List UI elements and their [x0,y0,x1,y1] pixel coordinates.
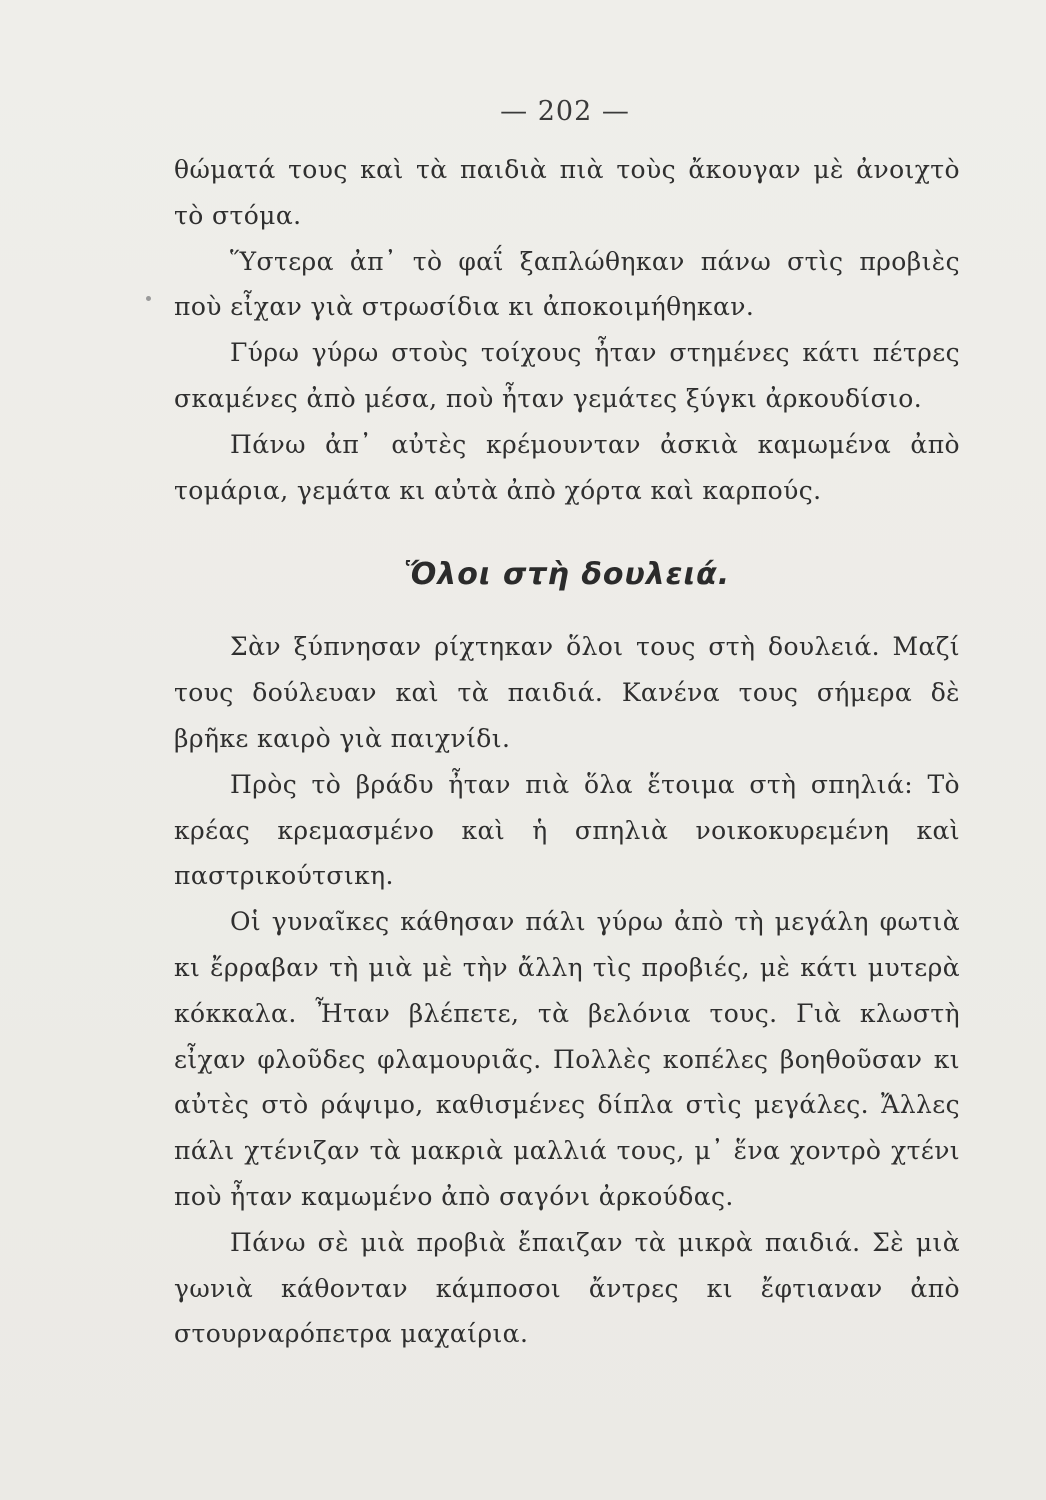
paragraph: Ὕστερα ἀπ᾽ τὸ φαΐ ξαπλώθηκαν πάνω στὶς προβιὲς ποὺ εἶχαν γιὰ στρωσίδια κι ἀποκοιμήθηκαν. [174,246,960,322]
margin-dot-mark [146,296,151,301]
page-number: — 202 — [500,96,630,127]
paragraph: Γύρω γύρω στοὺς τοίχους ἦταν στημένες κάτι πέτρες σκαμένες ἀπὸ μέσα, ποὺ ἦταν γεμάτες ξύγκι ἀρκουδίσιο. [174,338,960,413]
paragraph: Πάνω ἀπ᾽ αὐτὲς κρέμουνταν ἀσκιὰ καμωμένα ἀπὸ τομάρια, γεμάτα κι αὐτὰ ἀπὸ χόρτα καὶ καρπούς. [174,429,960,505]
paragraph: Πάνω σὲ μιὰ προβιὰ ἔπαιζαν τὰ μικρὰ παιδιά. Σὲ μιὰ γωνιὰ κάθονταν κάμποσοι ἄντρες κι ἔφτιαναν ἀπὸ στουρναρόπετρα μαχαίρια. [174,1227,960,1349]
paragraph: Σὰν ξύπνησαν ρίχτηκαν ὅλοι τους στὴ δουλειά. Μαζί τους δούλευαν καὶ τὰ παιδιά. Κανένα τους σήμερα δὲ βρῆκε καιρὸ γιὰ παιχνίδι. [174,632,960,753]
body-text [174,147,960,1357]
paragraph: Πρὸς τὸ βράδυ ἦταν πιὰ ὅλα ἕτοιμα στὴ σπηλιά: Τὸ κρέας κρεμασμένο καὶ ἡ σπηλιὰ νοικοκυρεμένη καὶ παστρικούτσικη. [174,769,960,891]
paragraph-continued: θώματά τους καὶ τὰ παιδιὰ πιὰ τοὺς ἄκουγαν μὲ ἀνοιχτὸ τὸ στόμα. [174,155,960,230]
paragraph: Οἱ γυναῖκες κάθησαν πάλι γύρω ἀπὸ τὴ μεγάλη φωτιὰ κι ἔρραβαν τὴ μιὰ μὲ τὴν ἄλλη τὶς προβιές, μὲ κάτι μυτερὰ κόκκαλα. Ἦταν βλέπετε, τὰ βελόνια τους. Γιὰ κλωστὴ εἶχαν φλοῦδες φλαμουριᾶς. Πολλὲς κοπέλες βοηθοῦσαν κι αὐτὲς στὸ ράψιμο, καθισμένες δίπλα στὶς μεγάλες. Ἄλλες πάλι χτένιζαν τὰ μακριὰ μαλλιά τους, μ᾽ ἕνα χοντρὸ χτένι ποὺ ἦταν καμωμένο ἀπὸ σαγόνι ἀρκούδας. [174,907,960,1211]
section-heading: Ὅλοι στὴ δουλειά. [403,557,731,593]
